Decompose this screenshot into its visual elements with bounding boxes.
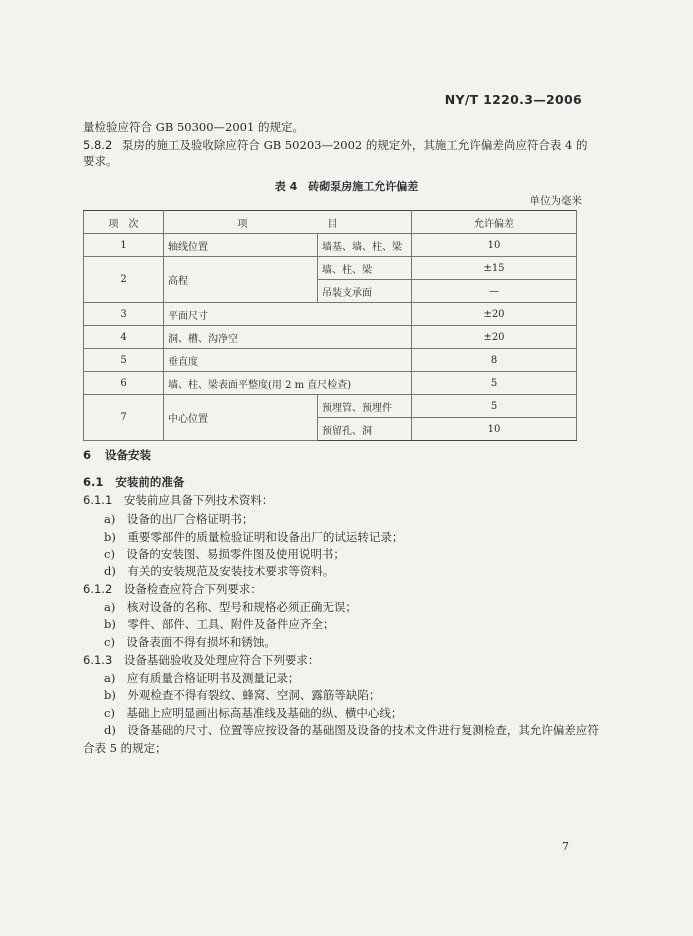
row-number: 2 — [84, 257, 164, 303]
section-number: 6 — [83, 448, 92, 462]
row-number: 5 — [84, 349, 164, 372]
list-item: a) 设备的出厂合格证明书； — [104, 512, 254, 526]
item-cell: 轴线位置 — [164, 234, 318, 257]
subitem-cell: 墙、柱、梁 — [318, 257, 412, 280]
subitem-cell: 预埋管、预埋件 — [318, 395, 412, 418]
list-item: a) 核对设备的名称、型号和规格必须正确无误； — [104, 600, 357, 614]
table-caption: 表 4 砖砌泵房施工允许偏差 — [274, 180, 419, 193]
tolerance-table — [83, 210, 577, 441]
clause-number: 6.1.3 — [83, 653, 113, 667]
row-number: 1 — [84, 234, 164, 257]
list-item: b) 重要零部件的质量检验证明和设备出厂的试运转记录； — [104, 530, 404, 544]
table-row — [84, 349, 577, 372]
item-cell: 洞、槽、沟净空 — [164, 326, 412, 349]
subsection-number: 6.1 — [83, 475, 104, 489]
list-item: d) 有关的安装规范及安装技术要求等资料。 — [104, 564, 335, 578]
tolerance-value: 10 — [412, 418, 577, 441]
table-row — [84, 326, 577, 349]
subitem-cell: 墙基、墙、柱、梁 — [318, 234, 412, 257]
list-item: c) 基础上应明显画出标高基准线及基础的纵、横中心线； — [104, 706, 403, 720]
header-cell: 允许偏差 — [412, 211, 577, 234]
list-item: b) 零件、部件、工具、附件及备件应齐全； — [104, 617, 335, 631]
clause-number: 6.1.1 — [83, 493, 113, 507]
section-title: 设备安装 — [105, 448, 152, 462]
clause-number: 6.1.2 — [83, 582, 113, 596]
header-cell: 项 次 — [84, 211, 164, 234]
table-row — [84, 257, 577, 280]
clause-6-1-3 — [83, 652, 319, 668]
page-number: 7 — [562, 840, 569, 853]
tolerance-value: 5 — [412, 395, 577, 418]
row-number: 3 — [84, 303, 164, 326]
table-unit: 单位为毫米 — [529, 195, 582, 207]
subitem-cell: 吊装支承面 — [318, 280, 412, 303]
clause-continuation: 要求。 — [83, 154, 118, 168]
clause-text: 安装前应具备下列技术资料： — [123, 493, 274, 507]
tolerance-value: 8 — [412, 349, 577, 372]
header-cell: 项 目 — [164, 211, 412, 234]
subsection-title: 安装前的准备 — [115, 475, 185, 489]
list-item: a) 应有质量合格证明书及测量记录； — [104, 671, 300, 685]
subitem-cell: 预留孔、洞 — [318, 418, 412, 441]
section-heading — [83, 447, 151, 463]
clause-number: 5.8.2 — [83, 138, 113, 152]
tolerance-value: ±20 — [412, 303, 577, 326]
item-cell: 平面尺寸 — [164, 303, 412, 326]
tolerance-value: 10 — [412, 234, 577, 257]
tolerance-value: ±15 — [412, 257, 577, 280]
list-item: d) 设备基础的尺寸、位置等应按设备的基础图及设备的技术文件进行复测检查，其允许偏差应符 — [104, 723, 599, 737]
standard-code: NY/T 1220.3—2006 — [444, 92, 582, 107]
item-cell: 中心位置 — [164, 395, 318, 441]
clause-text: 设备基础验收及处理应符合下列要求： — [123, 653, 320, 667]
item-cell: 垂直度 — [164, 349, 412, 372]
clause-5-8-2 — [83, 137, 588, 153]
tolerance-value: ±20 — [412, 326, 577, 349]
table-row — [84, 372, 577, 395]
table-row — [84, 234, 577, 257]
paragraph-line: 量检验应符合 GB 50300—2001 的规定。 — [83, 120, 304, 134]
clause-text: 泵房的施工及验收除应符合 GB 50203—2002 的规定外，其施工允许偏差尚应符合表 4 的 — [121, 138, 588, 152]
table-row — [84, 395, 577, 418]
row-number: 7 — [84, 395, 164, 441]
clause-text: 设备检查应符合下列要求： — [123, 582, 262, 596]
list-item: c) 设备表面不得有损坏和锈蚀。 — [104, 635, 276, 649]
row-number: 6 — [84, 372, 164, 395]
list-item: b) 外观检查不得有裂纹、蜂窝、空洞、露筋等缺陷； — [104, 688, 381, 702]
row-number: 4 — [84, 326, 164, 349]
subsection-heading — [83, 474, 184, 490]
table-row — [84, 303, 577, 326]
clause-6-1-1 — [83, 492, 273, 508]
list-item: c) 设备的安装图、易损零件图及使用说明书； — [104, 547, 345, 561]
item-cell: 高程 — [164, 257, 318, 303]
clause-6-1-2 — [83, 581, 262, 597]
tolerance-value: — — [412, 280, 577, 303]
list-item-continuation: 合表 5 的规定； — [83, 741, 167, 755]
table-header-row — [84, 211, 577, 234]
tolerance-value: 5 — [412, 372, 577, 395]
item-cell: 墙、柱、梁表面平整度(用 2 m 直尺检查) — [164, 372, 412, 395]
